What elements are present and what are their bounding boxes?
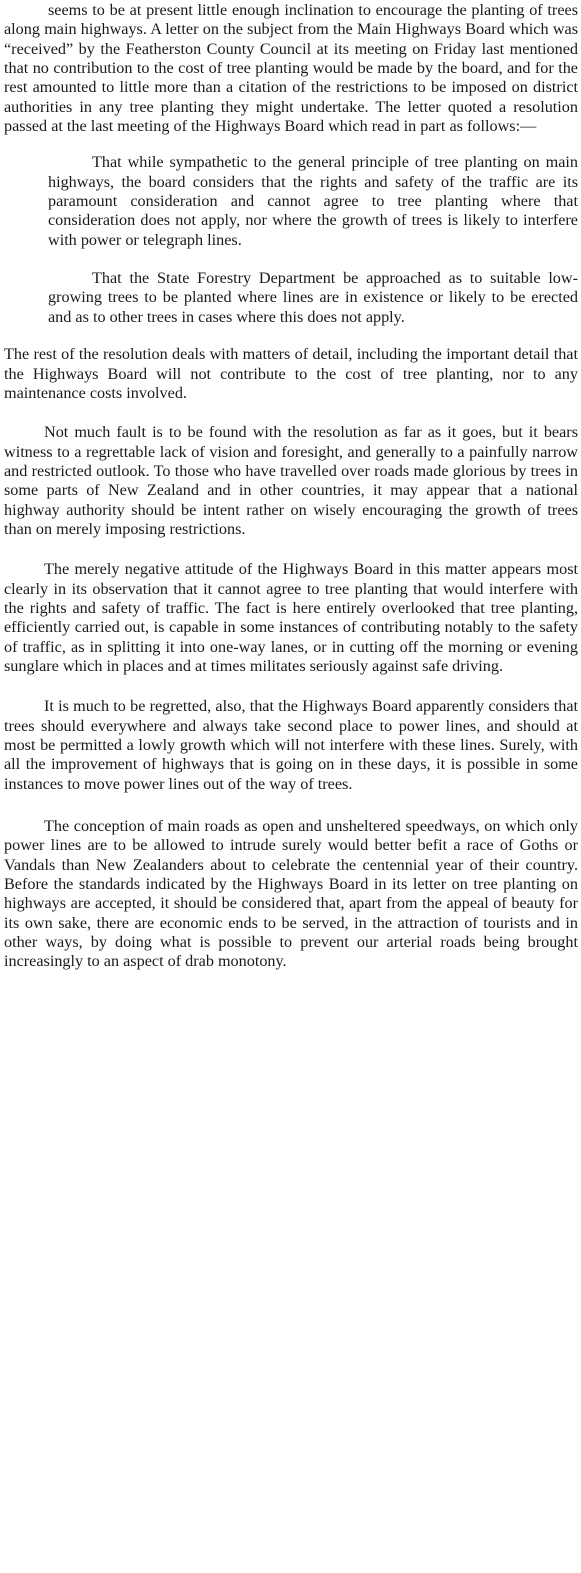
intro-paragraph: seems to be at present little enough inclination to encourage the planting of trees along main highways. A letter on the subject from the Main Highways Board which was “received” by the Featherston County Council at its meeting on Friday last mentioned that no contribution to the cost of tree planting would be made by the board, and for the rest amounted to little more than a citation of the restrictions to be imposed on district authorities in any tree planting they might undertake. The letter quoted a resolution passed at the last meeting of the Highways Board which read in part as follows:— [4,1,578,136]
power-lines-paragraph: It is much to be regretted, also, that the Highways Board apparently considers that trees should everywhere and always take second place to power lines, and should at most be permitted a lowly growth which will not interfere with these lines. Surely, with all the improvement of highways that is going on in these days, it is possible in some instances to move power lines out of the way of trees. [4,697,578,793]
fault-paragraph: Not much fault is to be found with the resolution as far as it goes, but it bears witness to a regrettable lack of vision and foresight, and generally to a painfully narrow and restricted outlook. To those who have travelled over roads made glorious by trees in some parts of New Zealand and in other countries, it may appear that a national highway authority should be intent rather on wisely encouraging the growth of trees than on merely imposing restrictions. [4,423,578,538]
quoted-resolution-part-1: That while sympathetic to the general principle of tree planting on main highways, the board considers that the rights and safety of the traffic are its paramount consideration and cannot agree to tree planting where that consideration does not apply, nor where the growth of trees is likely to interfere with power or telegraph lines. [48,153,578,249]
negative-attitude-paragraph: The merely negative attitude of the Highways Board in this matter appears most clearly in its observation that it cannot agree to tree planting that would interfere with the rights and safety of traffic. The fact is here entirely overlooked that tree planting, efficiently carried out, is capable in some instances of contributing notably to the safety of traffic, as in splitting it into one-way lanes, or in cutting off the morning or evening sunglare which in places and at times militates seriously against safe driving. [4,560,578,675]
resolution-detail-paragraph: The rest of the resolution deals with matters of detail, including the important detail that the Highways Board will not contribute to the cost of tree planting, nor to any maintenance costs involved. [4,345,578,402]
conception-paragraph: The conception of main roads as open and unsheltered speedways, on which only power lines are to be allowed to intrude surely would better befit a race of Goths or Vandals than New Zealanders about to celebrate the centennial year of their country. Before the standards indicated by the Highways Board in its letter on tree planting on highways are accepted, it should be considered that, apart from the appeal of beauty for its own sake, there are economic ends to be served, in the attraction of tourists and in other ways, by doing what is possible to prevent our arterial roads being brought increasingly to an aspect of drab monotony. [4,817,578,971]
quoted-resolution-part-2: That the State Forestry Department be approached as to suitable low-growing trees to be planted where lines are in existence or likely to be erected and as to other trees in cases where this does not apply. [48,269,578,326]
